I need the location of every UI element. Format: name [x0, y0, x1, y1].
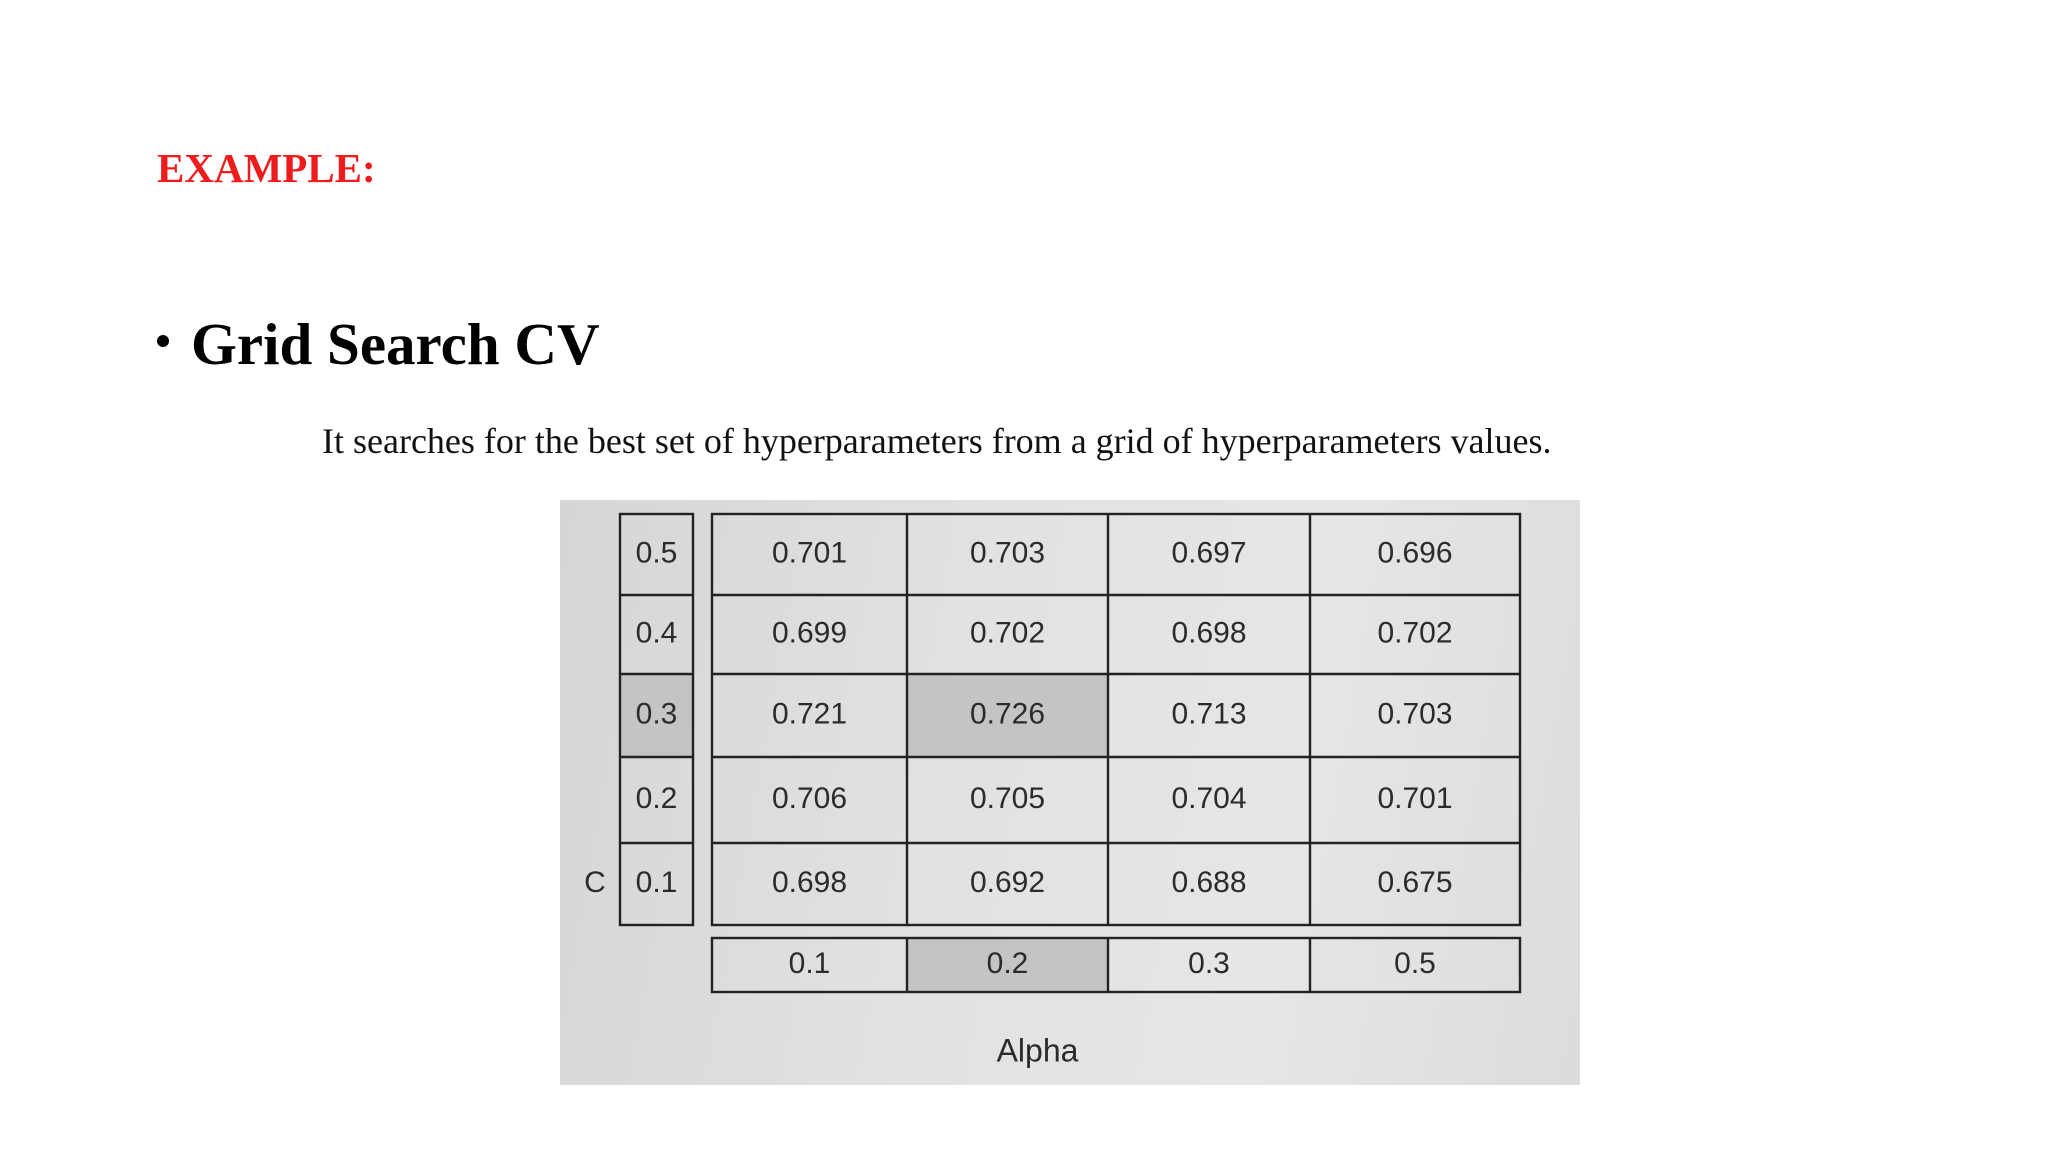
- c-value-label: 0.1: [635, 865, 678, 899]
- alpha-value-label: 0.2: [986, 946, 1029, 980]
- score-cell: 0.704: [1171, 781, 1247, 815]
- score-cell: 0.698: [1171, 616, 1247, 650]
- score-cell: 0.698: [771, 865, 848, 899]
- score-cell: 0.692: [969, 865, 1046, 899]
- grid-search-photo: [560, 500, 1580, 1085]
- c-axis-label: C: [584, 865, 606, 899]
- score-cell: 0.706: [771, 781, 848, 815]
- c-value-label: 0.5: [635, 536, 678, 570]
- description-text: It searches for the best set of hyperparameters from a grid of hyperparameters values.: [322, 421, 1552, 461]
- score-cell: 0.703: [1377, 697, 1453, 731]
- slide-heading: EXAMPLE:: [157, 145, 376, 191]
- score-cell: 0.702: [1377, 616, 1453, 650]
- alpha-axis-label: Alpha: [996, 1032, 1079, 1069]
- score-cell: 0.721: [771, 697, 848, 731]
- c-value-label: 0.4: [635, 616, 678, 650]
- bullet-title: Grid Search CV: [191, 311, 600, 377]
- score-cell: 0.697: [1171, 536, 1247, 570]
- score-cell: 0.726: [969, 697, 1046, 731]
- bullet-dot-icon: [157, 335, 169, 347]
- score-cell: 0.696: [1377, 536, 1453, 570]
- score-cell: 0.688: [1171, 865, 1247, 899]
- alpha-value-label: 0.1: [788, 946, 831, 980]
- alpha-value-label: 0.5: [1394, 946, 1436, 980]
- score-cell: 0.703: [969, 536, 1046, 570]
- score-cell: 0.701: [771, 536, 848, 570]
- c-value-label: 0.2: [635, 781, 678, 815]
- score-cell: 0.713: [1171, 697, 1247, 731]
- score-cell: 0.705: [969, 781, 1046, 815]
- score-cell: 0.702: [969, 616, 1046, 650]
- bullet-item: [157, 310, 600, 379]
- score-cell: 0.699: [771, 616, 848, 650]
- score-cell: 0.701: [1377, 781, 1453, 815]
- c-value-label: 0.3: [635, 697, 678, 731]
- score-cell: 0.675: [1377, 865, 1453, 899]
- grid-search-table: [560, 500, 1580, 1085]
- alpha-value-label: 0.3: [1188, 946, 1230, 980]
